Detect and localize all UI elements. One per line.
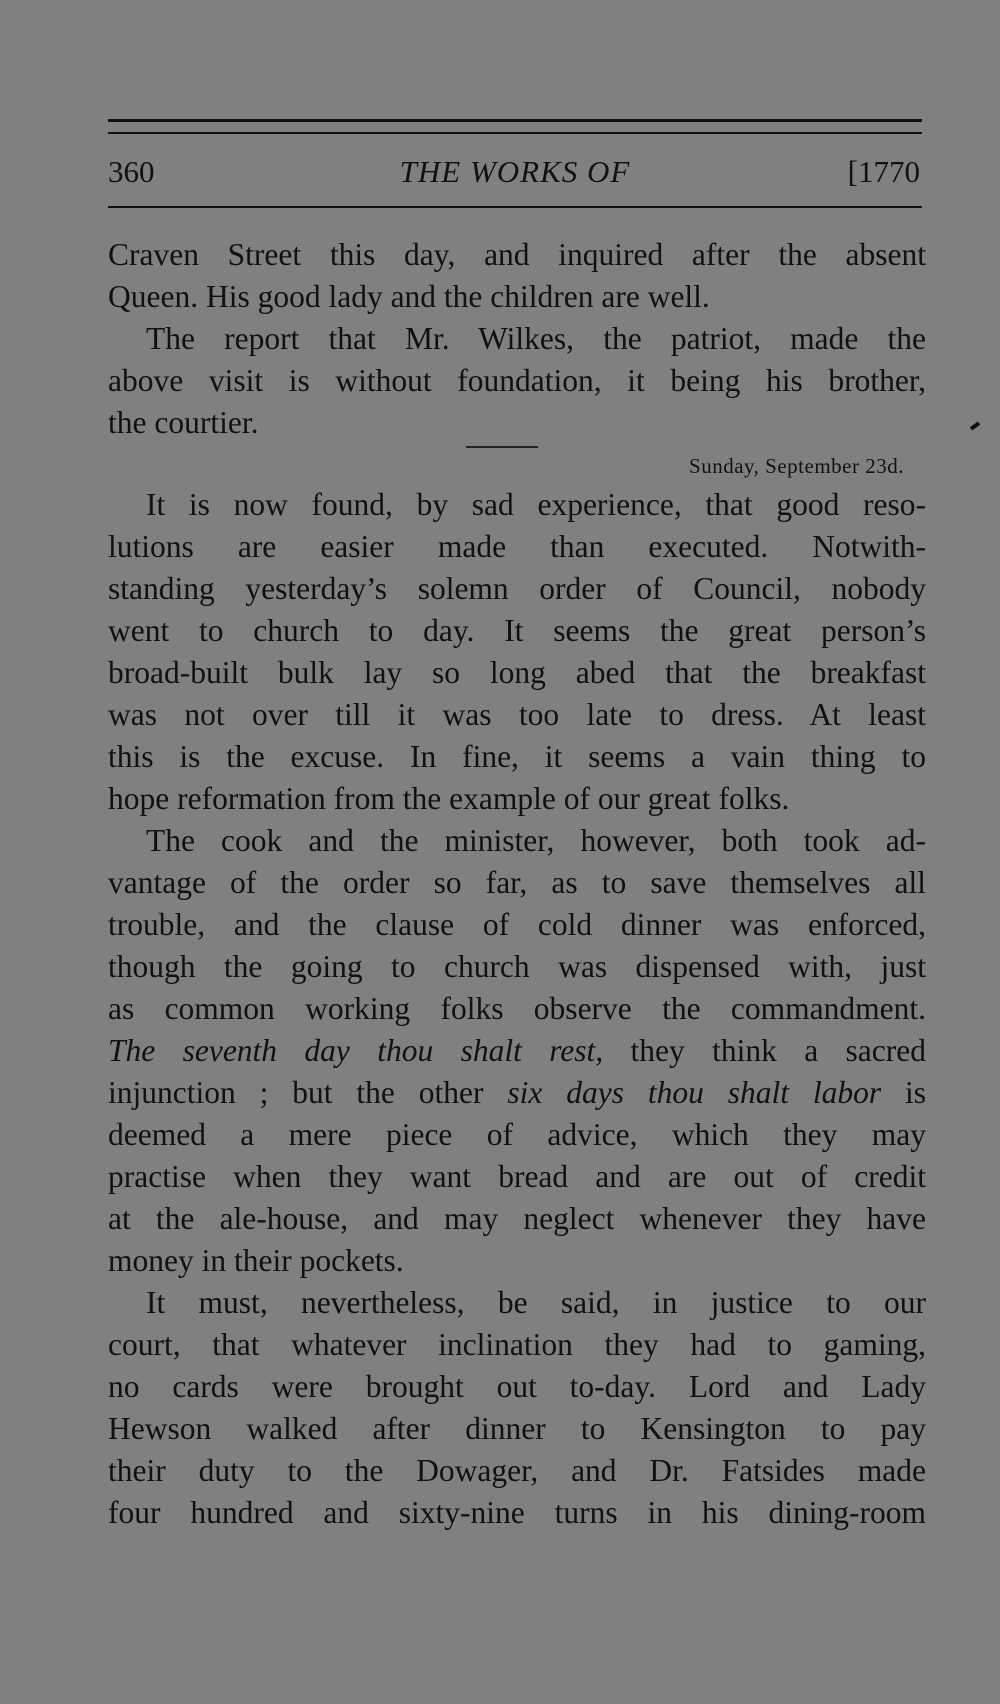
text-line: Queen. His good lady and the children are well. — [108, 279, 710, 314]
text-line: four hundred and sixty-nine turns in his dining-room — [108, 1495, 926, 1530]
text-line: their duty to the Dowager, and Dr. Fatsides made — [108, 1453, 926, 1488]
text-line: no cards were brought out to-day. Lord and Lady — [108, 1369, 926, 1404]
text-line: The report that Mr. Wilkes, the patriot, made the — [146, 321, 926, 356]
text-line-italic-1 — [108, 1030, 926, 1072]
text-line: at the ale-house, and may neglect whenever they have — [108, 1201, 926, 1236]
text-line: above visit is without foundation, it being his brother, — [108, 363, 926, 398]
page-number: 360 — [108, 154, 155, 189]
text-line: hope reformation from the example of our great folks. — [108, 781, 790, 816]
text-line: lutions are easier made than executed. Notwith- — [108, 529, 926, 564]
text-line: court, that whatever inclination they had to gaming, — [108, 1327, 926, 1362]
text-line: went to church to day. It seems the great person’s — [108, 613, 926, 648]
top-double-rule-upper — [108, 119, 922, 122]
text-line: broad-built bulk lay so long abed that the breakfast — [108, 655, 926, 690]
top-double-rule-lower — [108, 132, 922, 134]
text-line: as common working folks observe the commandment. — [108, 991, 926, 1026]
header-rule — [108, 206, 922, 208]
text-line-italic-2 — [108, 1072, 926, 1114]
text-line: though the going to church was dispensed with, just — [108, 949, 926, 984]
text-line: It is now found, by sad experience, that good reso- — [146, 487, 926, 522]
text-line: this is the excuse. In fine, it seems a vain thing to — [108, 739, 926, 774]
text-line: the courtier. — [108, 405, 259, 440]
text-line: vantage of the order so far, as to save themselves all — [108, 865, 926, 900]
text-block-middle — [108, 484, 926, 1030]
text-line: trouble, and the clause of cold dinner was enforced, — [108, 907, 926, 942]
text-fragment: they think a sacred — [603, 1033, 926, 1068]
dateline: Sunday, September 23d. — [689, 454, 904, 478]
running-header — [108, 150, 922, 194]
italic-phrase: six days thou shalt labor — [507, 1075, 882, 1110]
text-line: The cook and the minister, however, both took ad- — [146, 823, 926, 858]
text-line: was not over till it was too late to dress. At least — [108, 697, 926, 732]
text-block-top — [108, 234, 926, 444]
text-line: deemed a mere piece of advice, which they may — [108, 1117, 926, 1152]
text-line: Craven Street this day, and inquired after the absent — [108, 237, 926, 272]
text-line: money in their pockets. — [108, 1243, 404, 1278]
text-line: standing yesterday’s solemn order of Council, nobody — [108, 571, 926, 606]
text-line: It must, nevertheless, be said, in justice to our — [146, 1285, 926, 1320]
italic-phrase: The seventh day thou shalt rest, — [108, 1033, 604, 1068]
text-fragment: injunction ; but the other — [108, 1075, 508, 1110]
section-separator — [466, 446, 538, 448]
text-block-italic — [108, 1030, 926, 1114]
text-line: Hewson walked after dinner to Kensington to pay — [108, 1411, 926, 1446]
header-year: [1770 — [847, 154, 920, 189]
running-title: THE WORKS OF — [399, 154, 631, 189]
text-line: practise when they want bread and are out of credit — [108, 1159, 926, 1194]
text-fragment: is — [881, 1075, 926, 1110]
text-block-bottom — [108, 1114, 926, 1534]
margin-mark — [970, 421, 980, 430]
